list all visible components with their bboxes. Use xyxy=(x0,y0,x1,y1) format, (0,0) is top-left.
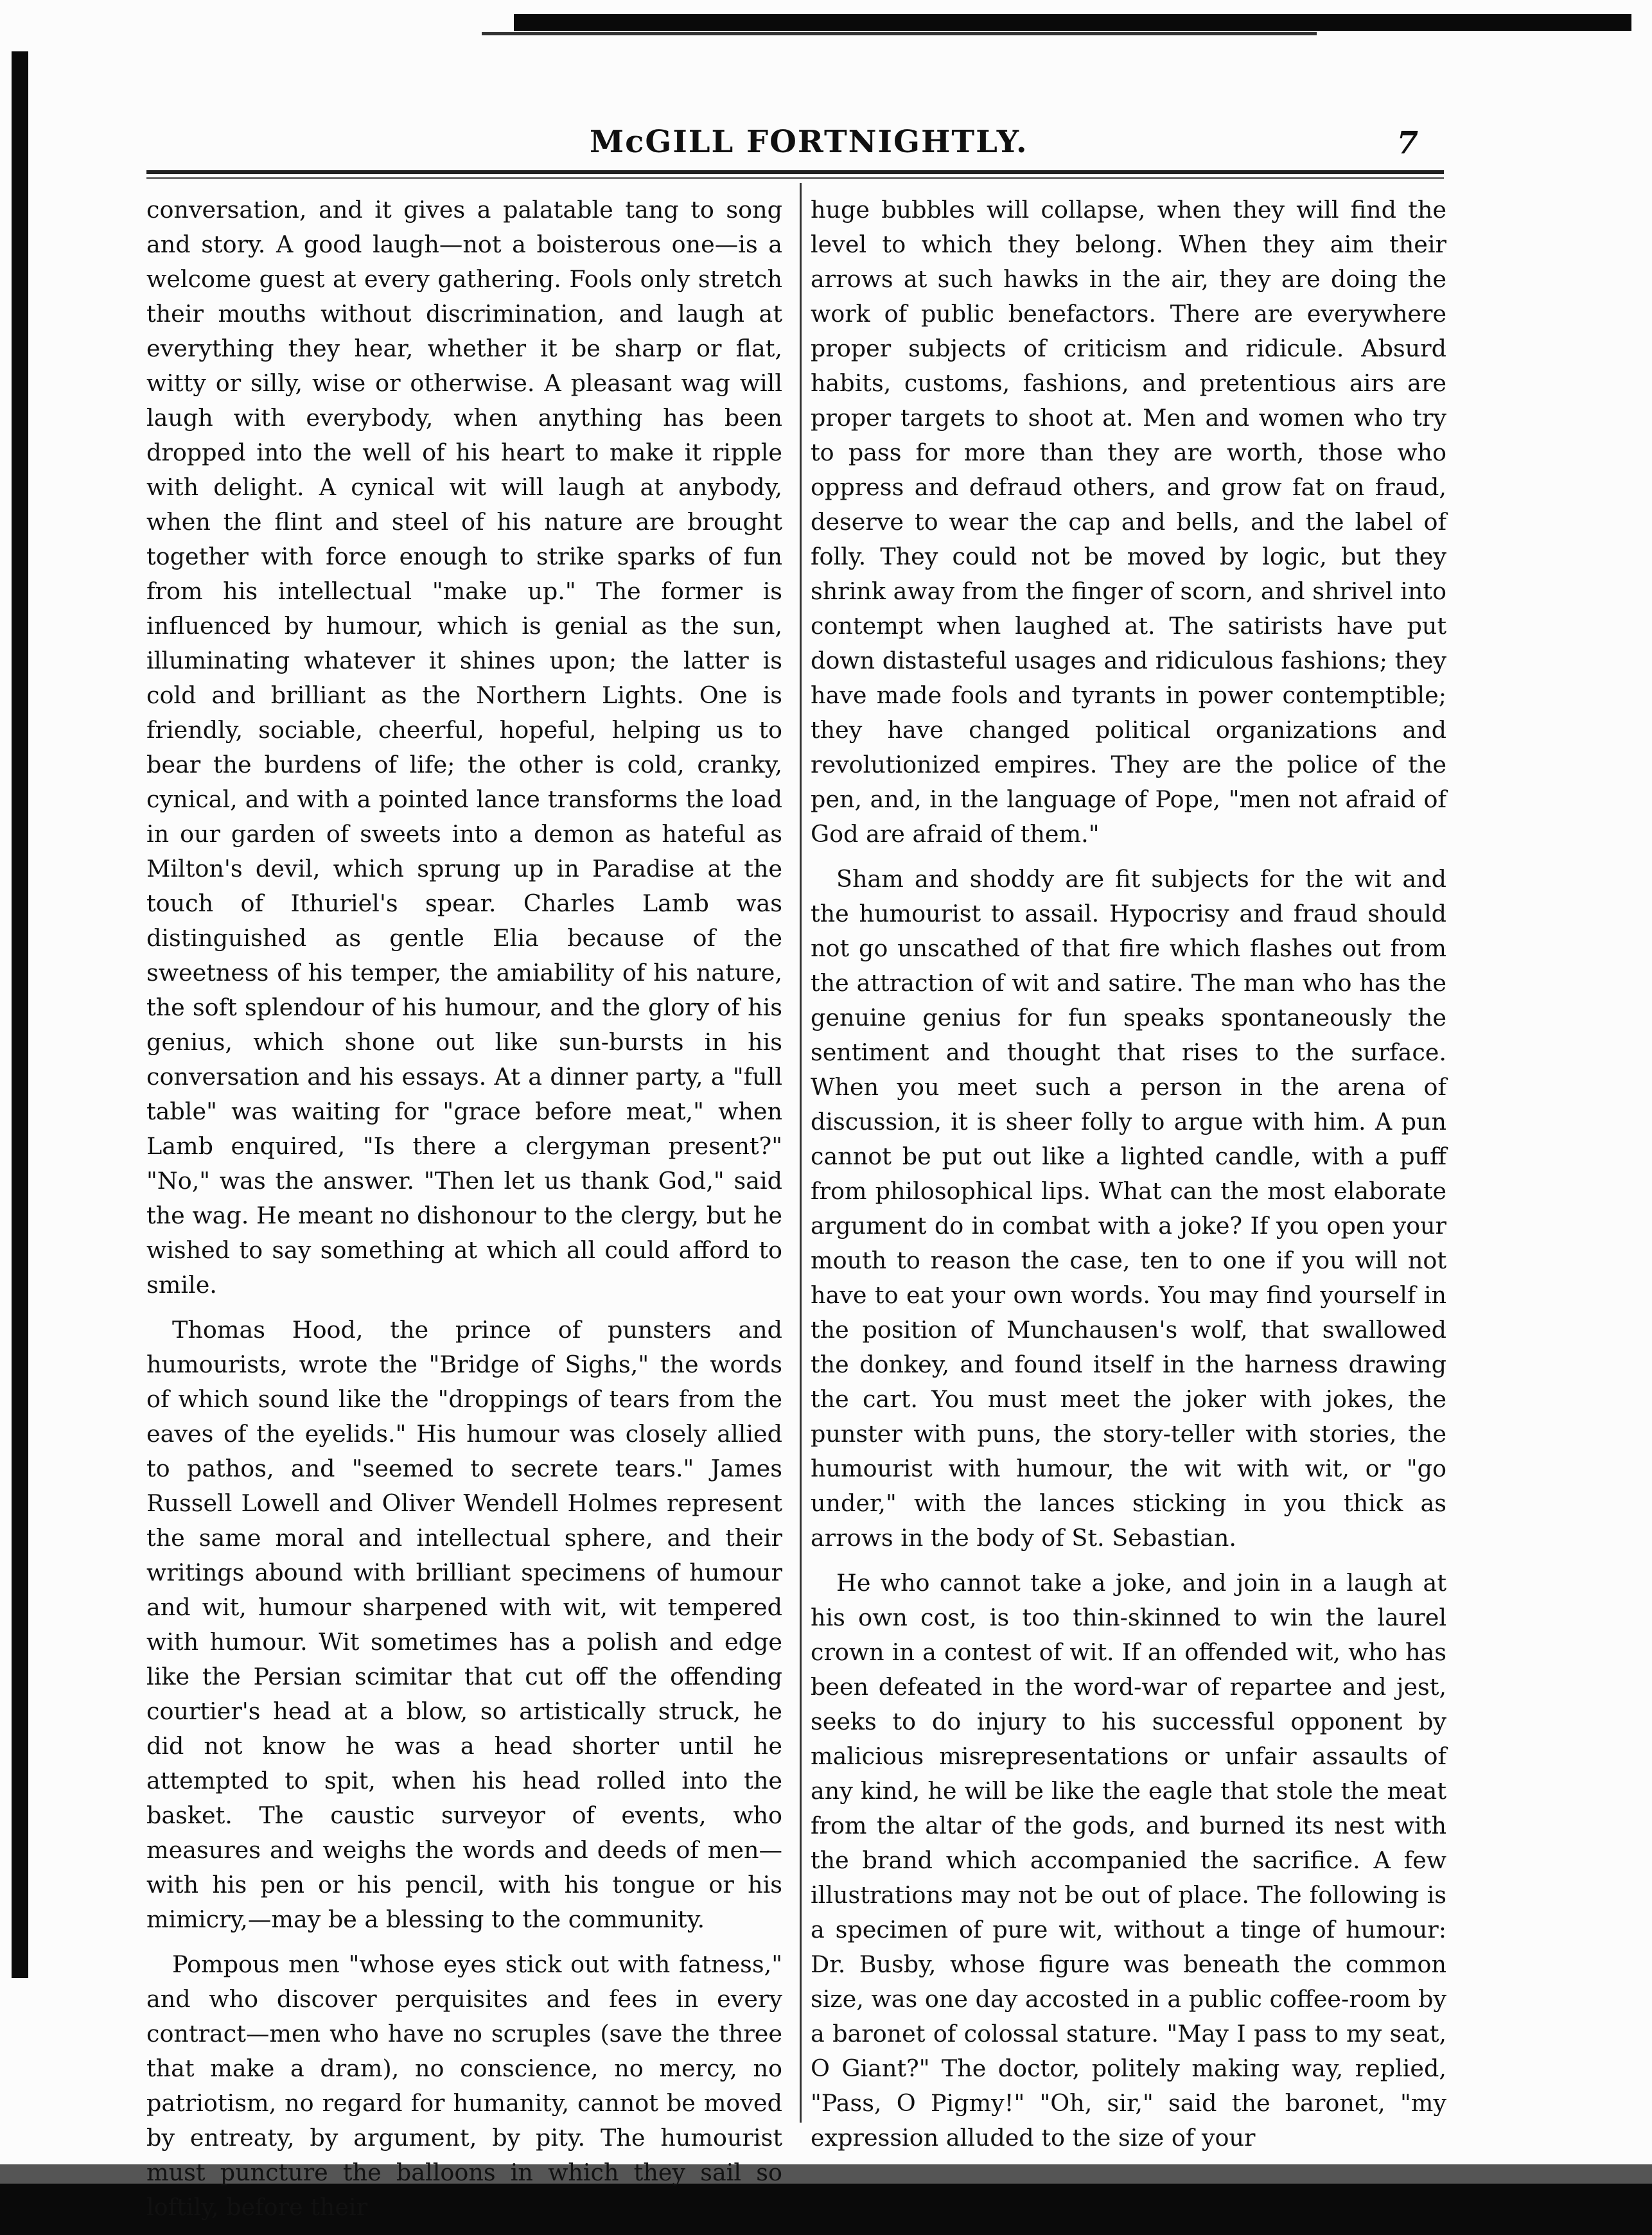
paragraph: He who cannot take a joke, and join in a laugh at his own cost, is too thin-skinned to win the laurel crown in a contest of wit. If an offended wit, who has been defeated in the word-war of repartee and jest, seeks to do injury to his successful opponent by malicious misrepresentations or unfair assaults of any kind, he will be like the eagle that stole the meat from the altar of the gods, and burned its nest with the brand which accompanied the sacrifice. A few illustrations may not be out of place. The following is a specimen of pure wit, without a tinge of humour: Dr. Busby, whose figure was beneath the common size, was one day accosted in a public coffee-room by a baronet of colossal stature. "May I pass to my seat, O Giant?" The doctor, politely making way, replied, "Pass, O Pigmy!" "Oh, sir," said the baronet, "my expression alluded to the size of your xyxy=(811,1569,1446,2152)
column-divider xyxy=(800,183,802,2123)
header-rule xyxy=(146,170,1444,174)
paragraph: Pompous men "whose eyes stick out with fatness," and who discover perquisites and fees in every contract—men who have no scruples (save the three that make a dram), no conscience, no mercy, no patriotism, no regard for humanity, cannot be moved by entreaty, by argument, by pity. The humourist must puncture the balloons in which they sail so loftily, before their xyxy=(146,1950,782,2221)
scan-border-top-thin xyxy=(482,32,1317,35)
page-number: 7 xyxy=(1396,125,1418,161)
left-column xyxy=(146,193,782,2235)
paragraph: huge bubbles will collapse, when they will find the level to which they belong. When they aim their arrows at such hawks in the air, they are doing the work of public benefactors. There are everywhere proper subjects of criticism and ridicule. Absurd habits, customs, fashions, and pretentious airs are proper targets to shoot at. Men and women who try to pass for more than they are worth, those who oppress and defraud others, and grow fat on fraud, deserve to wear the cap and bells, and the label of folly. They could not be moved by logic, but they shrink away from the finger of scorn, and shrivel into contempt when laughed at. The satirists have put down distasteful usages and ridiculous fashions; they have made fools and tyrants in power contemptible; they have changed political organizations and revolutionized empires. They are the police of the pen, and, in the language of Pope, "men not afraid of God are afraid of them." xyxy=(811,196,1447,848)
paragraph: Sham and shoddy are fit subjects for the wit and the humourist to assail. Hypocrisy and fraud should not go unscathed of that fire which flashes out from the attraction of wit and satire. The man who has the genuine genius for fun speaks spontaneously the sentiment and thought that rises to the surface. When you meet such a person in the arena of discussion, it is sheer folly to argue with him. A pun cannot be put out like a lighted candle, with a puff from philosophical lips. What can the most elaborate argument do in combat with a joke? If you open your mouth to reason the case, ten to one if you will not have to eat your own words. You may find yourself in the position of Munchausen's wolf, that swallowed the donkey, and found itself in the harness drawing the cart. You must meet the joker with jokes, the punster with puns, the story-teller with stories, the humourist with humour, the wit with wit, or "go under," with the lances sticking in you thick as arrows in the body of St. Sebastian. xyxy=(811,865,1446,1552)
running-header xyxy=(146,119,1444,164)
paragraph: Thomas Hood, the prince of punsters and humourists, wrote the "Bridge of Sighs," the words of which sound like the "droppings of tears from the eaves of the eyelids." His humour was closely allied to pathos, and "seemed to secrete tears." James Russell Lowell and Oliver Wendell Holmes represent the same moral and intellectual sphere, and their writings abound with brilliant specimens of humour and wit, humour sharpened with wit, wit tempered with humour. Wit sometimes has a polish and edge like the Persian scimitar that cut off the offending courtier's head at a blow, so artistically struck, he did not know he was a head shorter until he attempted to spit, when his head rolled into the basket. The caustic surveyor of events, who measures and weighs the words and deeds of men—with his pen or his pencil, with his tongue or his mimicry,—may be a blessing to the community. xyxy=(146,1316,782,1933)
journal-title: McGILL FORTNIGHTLY. xyxy=(590,124,1028,160)
header-rule-thin xyxy=(146,177,1444,179)
right-column xyxy=(811,193,1446,2166)
paragraph: conversation, and it gives a palatable tang to song and story. A good laugh—not a boisterous one—is a welcome guest at every gathering. Fools only stretch their mouths without discrimination, and laugh at everything they hear, whether it be sharp or flat, witty or silly, wise or otherwise. A pleasant wag will laugh with everybody, when anything has been dropped into the well of his heart to make it ripple with delight. A cynical wit will laugh at anybody, when the flint and steel of his nature are brought together with force enough to strike sparks of fun from his intellectual "make up." The former is influenced by humour, which is genial as the sun, illuminating whatever it shines upon; the latter is cold and brilliant as the Northern Lights. One is friendly, sociable, cheerful, hopeful, helping us to bear the burdens of life; the other is cold, cranky, cynical, and with a pointed lance transforms the load in our garden of sweets into a demon as hateful as Milton's devil, which sprung up in Paradise at the touch of Ithuriel's spear. Charles Lamb was distinguished as gentle Elia because of the sweetness of his temper, the amiability of his nature, the soft splendour of his humour, and the glory of his genius, which shone out like sun-bursts in his conversation and his essays. At a dinner party, a "full table" was waiting for "grace before meat," when Lamb enquired, "Is there a clergyman present?" "No," was the answer. "Then let us thank God," said the wag. He meant no dishonour to the clergy, but he wished to say something at which all could afford to smile. xyxy=(146,196,782,1299)
scan-border-top xyxy=(514,14,1631,31)
scan-border-left xyxy=(12,51,28,1978)
